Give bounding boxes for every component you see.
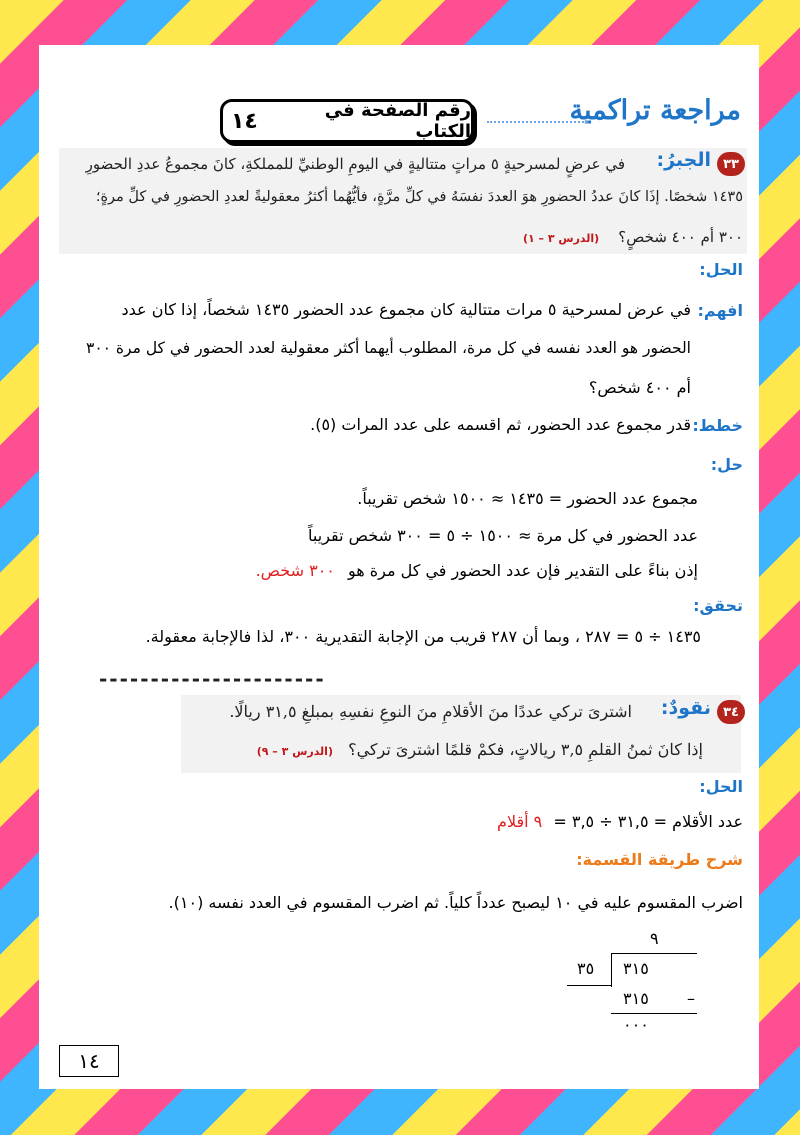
solve-line-2: عدد الحضور في كل مرة ≈ ١٥٠٠ ÷ ٥ = ٣٠٠ شخص تقريباً: [308, 526, 698, 545]
solve-line-3-prefix: إذن بناءً على التقدير فإن عدد الحضور في كل مرة هو: [347, 561, 698, 580]
long-division: [559, 929, 709, 1039]
division-subtrahend: ٣١٥: [623, 989, 649, 1008]
division-bar: [611, 953, 697, 954]
division-quotient: ٩: [650, 929, 659, 948]
division-subtraction-bar: [611, 1013, 697, 1014]
question-34-line-2-text: إذا كانَ ثمنُ القلمِ ٣,٥ ريالاتٍ، فكمْ قلمًا اشترىَ تركي؟: [348, 740, 703, 759]
solve-line-3-answer: ٣٠٠ شخص.: [255, 561, 335, 580]
question-33-line-1: في عرضٍ لمسرحيةٍ ٥ مراتٍ متتاليةٍ في اليومِ الوطنيِّ للمملكةِ، كانَ مجموعُ عددِ الحضورِ: [85, 155, 625, 173]
division-side-line: [567, 985, 612, 986]
page-number-box: [59, 1045, 119, 1077]
pens-count-expression: عدد الأقلام = ٣١,٥ ÷ ٣,٥ =: [553, 812, 743, 831]
pens-count-answer: ٩ أقلام: [497, 812, 543, 831]
question-34-lesson-ref: (الدرس ٣ – ٩): [256, 745, 333, 758]
question-34-line-1: اشترىَ تركي عددًا منَ الأقلامِ منَ النوعِ نفسِهِ بمبلغِ ٣١,٥ ريالًا.: [229, 702, 632, 721]
division-minus-sign: –: [687, 989, 695, 1008]
title-dotted-rule: [487, 121, 587, 123]
division-dividend: ٣١٥: [623, 959, 649, 978]
understand-label: افهم:: [697, 301, 743, 320]
division-bracket: [611, 953, 612, 987]
question-34-label: نقودٌ:: [660, 697, 711, 719]
page-reference-label: رقم الصفحة في الكتاب: [324, 100, 471, 142]
question-33-lesson-ref: (الدرس ٣ – ١): [522, 232, 600, 245]
section-title: مراجعة تراكمية: [569, 95, 741, 126]
question-34-line-2: [257, 740, 703, 759]
page-reference-number: ١٤: [231, 108, 258, 134]
question-33-label: الجبرُ:: [656, 149, 711, 171]
division-divisor: ٣٥: [577, 959, 595, 978]
question-33-line-3-text: ٣٠٠ أم ٤٠٠ شخصٍ؟: [618, 228, 743, 246]
solve-label: حل:: [710, 455, 743, 474]
solution-34-label: الحل:: [699, 777, 743, 796]
plan-label: خطط:: [692, 416, 743, 435]
question-33-line-3: [523, 227, 743, 246]
plan-text: قدر مجموع عدد الحضور، ثم اقسمه على عدد المرات (٥).: [310, 415, 691, 434]
check-text: ١٤٣٥ ÷ ٥ = ٢٨٧ ، وبما أن ٢٨٧ قريب من الإجابة التقديرية ٣٠٠، لذا فالإجابة معقولة.: [145, 627, 701, 646]
understand-line-2: الحضور هو العدد نفسه في كل مرة، المطلوب أيهما أكثر معقولية لعدد الحضور في كل مرة ٣٠٠: [86, 339, 691, 357]
understand-line-1: في عرض لمسرحية ٥ مرات متتالية كان مجموع عدد الحضور ١٤٣٥ شخصاً، إذا كان عدد: [121, 300, 691, 319]
page-number: ١٤: [78, 1049, 100, 1073]
page-reference-box: [220, 99, 474, 143]
question-34-badge: ٣٤: [717, 700, 745, 724]
section-divider: ----------------------: [99, 667, 326, 691]
pens-count-line: [497, 812, 743, 831]
question-33-badge: ٣٣: [717, 152, 745, 176]
solve-line-3: [256, 561, 698, 580]
check-label: تحقق:: [693, 596, 743, 615]
worksheet-page: [39, 45, 759, 1089]
understand-line-3: أم ٤٠٠ شخص؟: [588, 378, 691, 397]
division-method-label: شرح طريقة القسمة:: [576, 850, 743, 869]
division-method-text: اضرب المقسوم عليه في ١٠ ليصبح عدداً كلياً. ثم اضرب المقسوم في العدد نفسه (١٠).: [168, 893, 743, 912]
question-33-line-2: ١٤٣٥ شخصًا. إذَا كانَ عددُ الحضورِ هوَ العددَ نفسَهُ في كلِّ مرَّةٍ، فأيُّهُما أكثرُ معقوليةً لعددِ الحضورِ في كلِّ مرةٍ؛: [95, 189, 743, 205]
solution-33-label: الحل:: [699, 260, 743, 279]
division-remainder: ٠٠٠: [623, 1015, 649, 1034]
solve-line-1: مجموع عدد الحضور = ١٤٣٥ ≈ ١٥٠٠ شخص تقريباً.: [357, 489, 698, 508]
